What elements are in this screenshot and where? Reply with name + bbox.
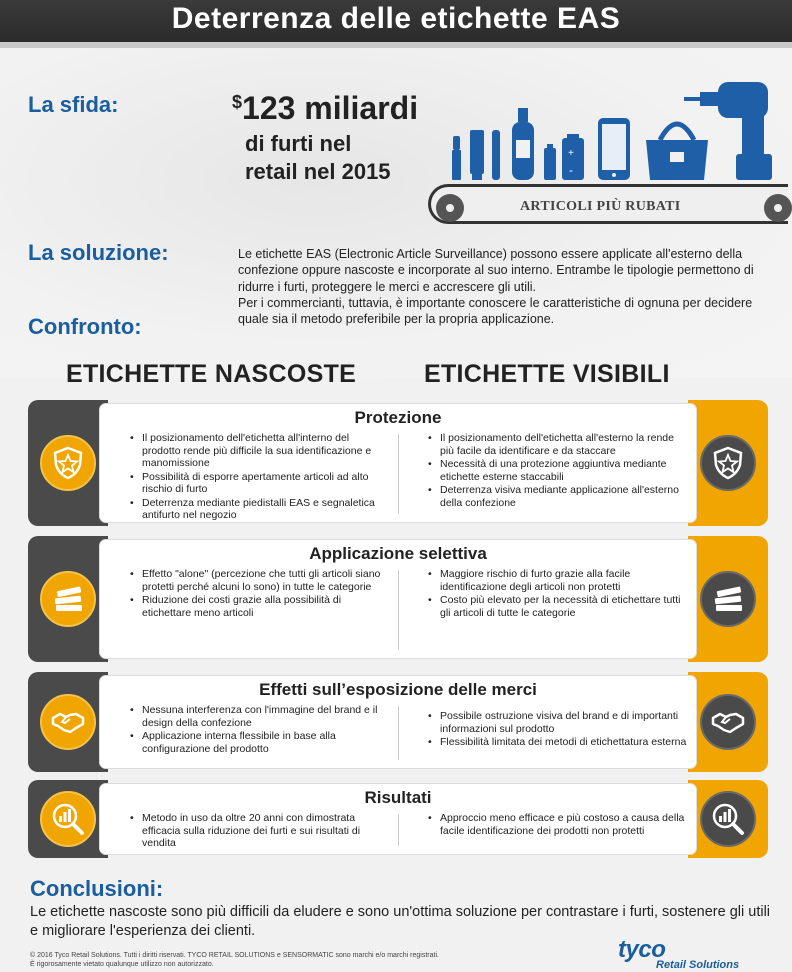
perfume-icon — [512, 108, 534, 180]
row-panel — [100, 676, 696, 768]
stacked-boxes-icon — [40, 571, 96, 627]
solution-paragraph-1: Le etichette EAS (Electronic Article Surveillance) possono essere applicate all'esterno della confezione oppure nascoste e incorporate al suo interno. Entrambe le tipologie permettono di ridurre i furti, proteggere le merci e accrescere gli utili. — [238, 247, 754, 294]
stacked-boxes-icon — [700, 571, 756, 627]
battery-icon — [544, 134, 584, 180]
list-item: • Necessità di una protezione aggiuntiva mediante etichette esterne staccabili — [428, 458, 690, 483]
conclusion-text: Le etichette nascoste sono più difficili da eludere e sono un'ottima soluzione per contrastare i furti, sostenere gli utili e migliorare l'esperienza dei clienti. — [30, 904, 771, 939]
row-panel — [100, 540, 696, 658]
magnifier-chart-icon — [40, 791, 96, 847]
list-item: • Riduzione dei costi grazie alla possibilità di etichettare meno articoli — [130, 594, 385, 619]
svg-text:+: + — [568, 148, 574, 159]
footer-line-2: È rigorosamente vietato qualunque utilizzo non autorizzato. — [30, 961, 214, 968]
hidden-tags-list — [130, 704, 385, 756]
comparison-row-protection — [28, 400, 768, 526]
comparison-row-results — [28, 780, 768, 858]
solution-text — [238, 246, 778, 327]
visible-tags-list — [428, 710, 690, 750]
svg-text:-: - — [569, 163, 573, 177]
cosmetic-tube-icon — [470, 130, 484, 180]
gear-icon — [764, 194, 792, 222]
row-panel — [100, 784, 696, 854]
magnifier-chart-icon — [700, 791, 756, 847]
row-title: Risultati — [364, 788, 432, 807]
list-item: • Deterrenza mediante piedistalli EAS e segnaletica antifurto nel negozio — [130, 497, 385, 522]
gear-icon — [436, 194, 464, 222]
column-divider — [398, 570, 399, 650]
list-item: • Possibile ostruzione visiva del brand e di importanti informazioni sul prodotto — [428, 710, 690, 735]
row-title: Effetti sull’esposizione delle merci — [259, 680, 537, 699]
column-divider — [398, 814, 399, 846]
comparison-row-selective-application — [28, 536, 768, 662]
comparison-row-display-effects — [28, 672, 768, 772]
theft-amount — [232, 90, 418, 127]
list-item: • Applicazione interna flessibile in base alla configurazione del prodotto — [130, 730, 385, 755]
title-bar — [0, 0, 792, 48]
list-item: • Deterrenza visiva mediante applicazione all'esterno della confezione — [428, 484, 690, 509]
tyco-logo — [604, 938, 774, 972]
mascara-icon — [492, 130, 500, 180]
solution-paragraph-2: Per i commercianti, tuttavia, è importante conoscere le caratteristiche di ognuna per decidere quale sia il metodo preferibile per la propria applicazione. — [238, 295, 753, 327]
amount-subtitle-line2: retail nel 2015 — [245, 159, 391, 184]
hidden-tags-title: ETICHETTE NASCOSTE — [66, 360, 357, 388]
shield-star-icon — [40, 435, 96, 491]
hidden-tags-list — [130, 812, 385, 851]
row-title: Protezione — [354, 408, 442, 427]
row-title: Applicazione selettiva — [309, 544, 487, 563]
list-item: • Il posizionamento dell'etichetta all'esterno la rende più facile da identificare e da staccare — [428, 432, 690, 457]
logo-subtitle: Retail Solutions — [656, 959, 740, 971]
challenge-heading: La sfida: — [28, 92, 119, 117]
logo-brand: tyco — [618, 936, 666, 963]
amount-subtitle-line1: di furti nel — [245, 131, 352, 156]
copyright-footer — [30, 951, 530, 969]
list-item: • Possibilità di esporre apertamente articoli ad alto rischio di furto — [130, 471, 385, 496]
hidden-tags-list — [130, 568, 385, 620]
conclusion-heading: Conclusioni: — [30, 876, 164, 901]
column-divider — [398, 434, 399, 514]
visible-tags-list — [428, 568, 690, 620]
row-panel — [100, 404, 696, 522]
comparison-heading: Confronto: — [28, 314, 142, 339]
page-title: Deterrenza delle etichette EAS — [171, 2, 621, 35]
list-item: • Metodo in uso da oltre 20 anni con dimostrata efficacia sulla riduzione dei furti e sui risultati di vendita — [130, 812, 385, 850]
list-item: • Flessibilità limitata dei metodi di etichettatura esterna — [428, 736, 690, 749]
footer-line-1: © 2016 Tyco Retail Solutions. Tutti i diritti riservati. TYCO RETAIL SOLUTIONS e SENSORMATIC sono marchi e/o marchi registrati. — [30, 952, 439, 959]
hidden-tags-list — [130, 432, 385, 523]
list-item: • Il posizionamento dell'etichetta all'interno del prodotto rende più difficile la sua identificazione e manomissione — [130, 432, 385, 470]
list-item: • Maggiore rischio di furto grazie alla facile identificazione degli articoli non protetti — [428, 568, 690, 593]
list-item: • Costo più elevato per la necessità di etichettare tutti gli articoli di tutte le categorie — [428, 594, 690, 619]
handshake-icon — [40, 694, 96, 750]
list-item: • Effetto "alone" (percezione che tutti gli articoli siano protetti perché alcuni lo sono) in tutte le categorie — [130, 568, 385, 593]
conveyor-belt — [420, 184, 792, 230]
visible-tags-list — [428, 812, 690, 838]
visible-tags-list — [428, 432, 690, 510]
column-divider — [398, 706, 399, 760]
list-item: • Approccio meno efficace e più costoso a causa della facile identificazione dei prodotti non protetti — [428, 812, 690, 837]
handshake-icon — [700, 694, 756, 750]
amount-subtitle — [245, 130, 391, 186]
solution-heading: La soluzione: — [28, 240, 169, 265]
amount-value: 123 miliardi — [242, 90, 419, 126]
lipstick-icon — [452, 136, 461, 180]
currency-symbol: $ — [232, 92, 243, 112]
visible-tags-title: ETICHETTE VISIBILI — [424, 360, 670, 388]
shield-star-icon — [700, 435, 756, 491]
smartphone-icon — [598, 118, 630, 180]
conveyor-label: ARTICOLI PIÙ RUBATI — [520, 199, 681, 214]
list-item: • Nessuna interferenza con l'immagine del brand e il design della confezione — [130, 704, 385, 729]
handbag-icon — [646, 124, 708, 180]
stolen-products-illustration — [448, 78, 788, 186]
